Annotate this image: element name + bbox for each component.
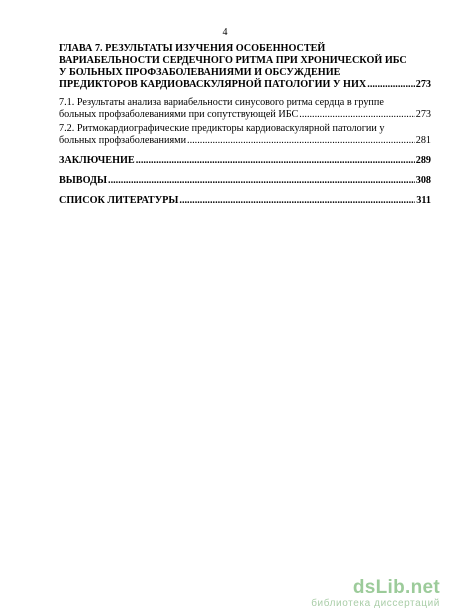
dot-leader xyxy=(108,175,415,187)
toc-page-number: 308 xyxy=(415,175,431,186)
toc-page-number: 281 xyxy=(415,135,431,146)
toc-entry-findings[interactable] xyxy=(59,175,431,187)
watermark-logo: dsLib.net xyxy=(352,577,440,598)
toc-entry-label: ЗАКЛЮЧЕНИЕ xyxy=(59,155,135,166)
toc-entry-line: больных профзаболеваниями при сопутствующей ИБС xyxy=(59,109,299,120)
toc-entry-7-2[interactable] xyxy=(59,123,431,147)
toc-entry-label: СПИСОК ЛИТЕРАТУРЫ xyxy=(59,195,179,206)
toc-entry-line: ВАРИАБЕЛЬНОСТИ СЕРДЕЧНОГО РИТМА ПРИ ХРОНИЧЕСКОЙ ИБС xyxy=(59,55,407,66)
toc-entry-line: 7.1. Результаты анализа вариабельности синусового ритма сердца в группе xyxy=(59,97,384,108)
toc-entry-line: ПРЕДИКТОРОВ КАРДИОВАСКУЛЯРНОЙ ПАТОЛОГИИ У НИХ xyxy=(59,79,367,90)
dot-leader xyxy=(299,109,414,121)
toc-entry-line: У БОЛЬНЫХ ПРОФЗАБОЛЕВАНИЯМИ И ОБСУЖДЕНИЕ xyxy=(59,67,341,78)
toc-entry-chapter-7[interactable] xyxy=(59,43,431,91)
toc-entry-references[interactable] xyxy=(59,195,431,207)
toc-entry-line: 7.2. Ритмокардиографические предикторы кардиоваскулярной патологии у xyxy=(59,123,385,134)
toc-entry-line: ГЛАВА 7. РЕЗУЛЬТАТЫ ИЗУЧЕНИЯ ОСОБЕННОСТЕЙ xyxy=(59,43,326,54)
toc-page-number: 311 xyxy=(416,195,431,206)
dot-leader xyxy=(136,155,415,167)
toc-page-number: 273 xyxy=(415,109,431,120)
page-number: 4 xyxy=(222,27,228,38)
table-of-contents xyxy=(59,43,431,207)
watermark xyxy=(311,578,440,610)
dot-leader xyxy=(179,195,415,207)
toc-page-number: 273 xyxy=(415,79,431,90)
dot-leader xyxy=(367,79,414,91)
toc-entry-conclusion[interactable] xyxy=(59,155,431,167)
dot-leader xyxy=(187,135,415,147)
toc-page-number: 289 xyxy=(415,155,431,166)
toc-entry-label: ВЫВОДЫ xyxy=(59,175,108,186)
toc-entry-7-1[interactable] xyxy=(59,97,431,121)
toc-entry-line: больных профзаболеваниями xyxy=(59,135,187,146)
watermark-subtitle: библиотека диссертаций xyxy=(311,598,440,609)
